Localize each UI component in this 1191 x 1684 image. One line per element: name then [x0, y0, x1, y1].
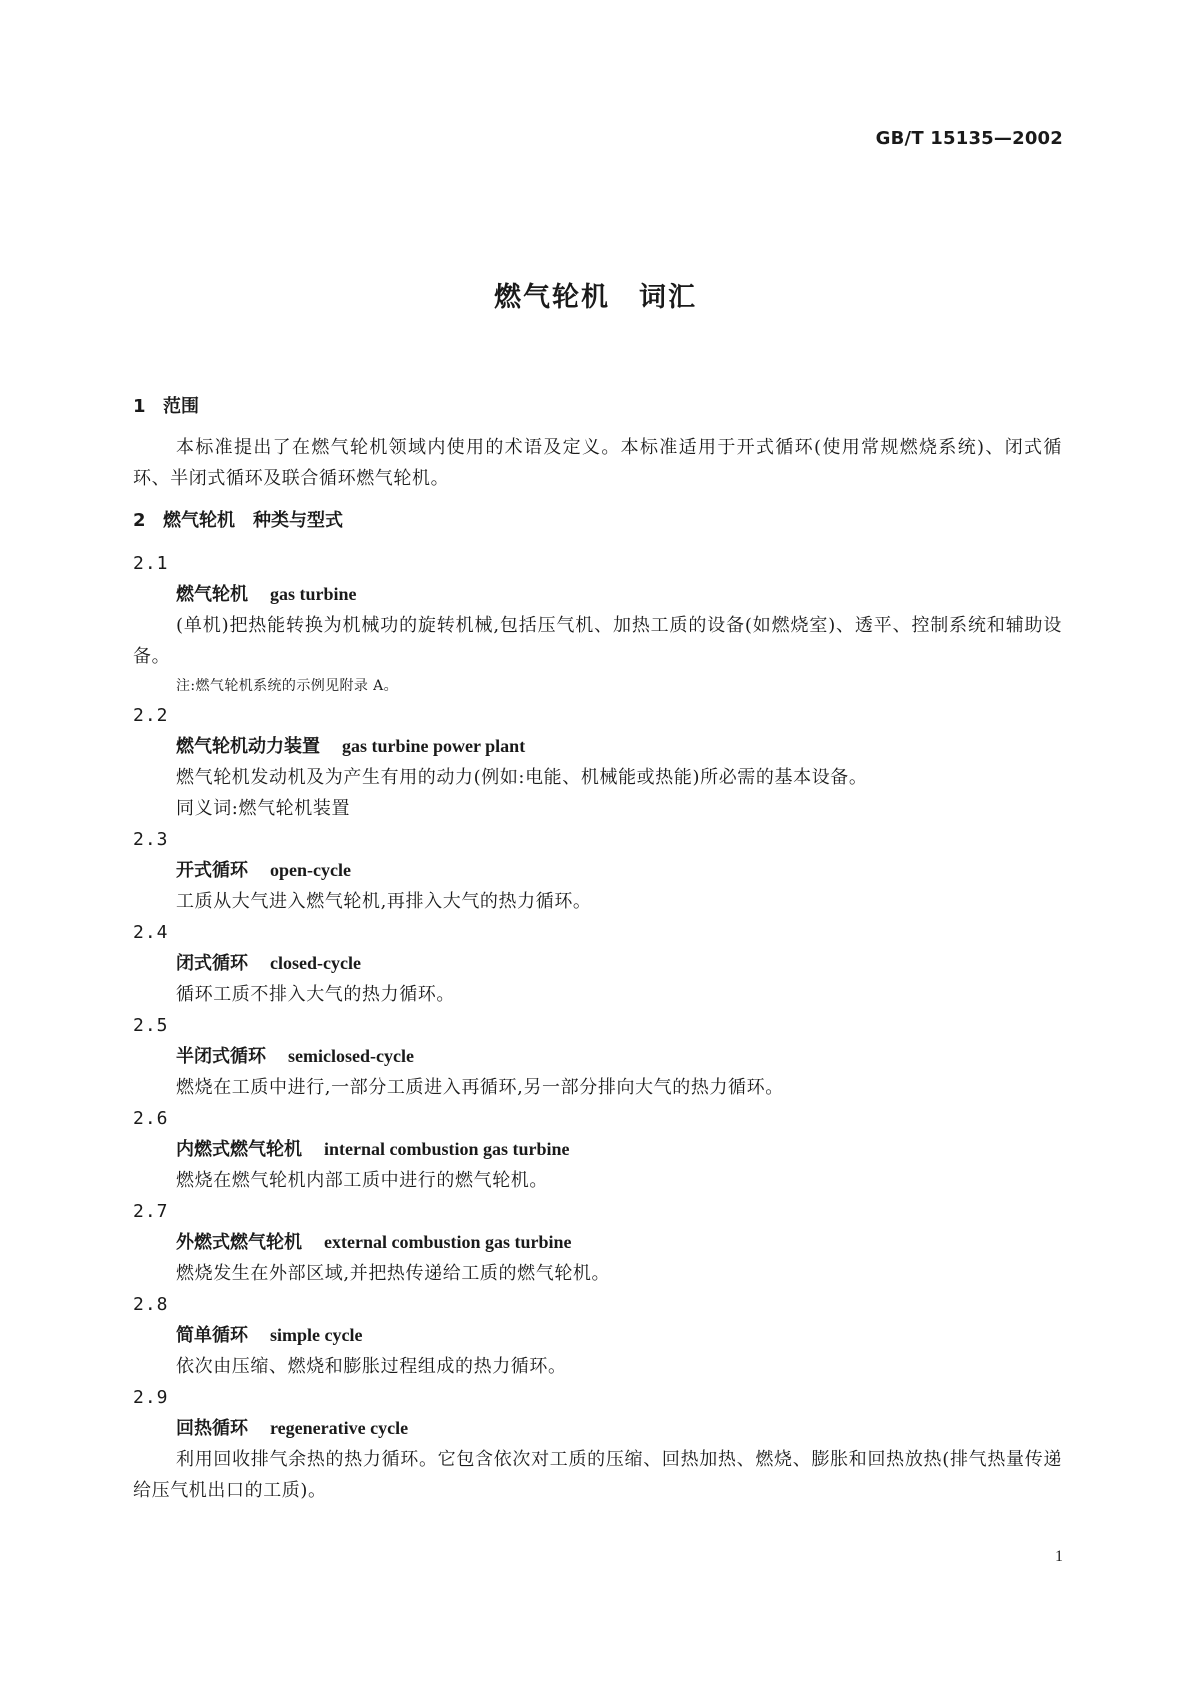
term-chinese: 内燃式燃气轮机	[176, 1139, 302, 1160]
term-number: 2.2	[133, 705, 169, 726]
term-entry	[133, 1196, 1062, 1289]
term-english: regenerative cycle	[270, 1418, 409, 1438]
term-number: 2.3	[133, 829, 169, 850]
term-heading	[176, 855, 1062, 886]
term-entry	[133, 548, 1062, 700]
term-chinese: 半闭式循环	[176, 1046, 266, 1067]
term-heading	[176, 1413, 1062, 1444]
term-number: 2.6	[133, 1108, 169, 1129]
term-number: 2.5	[133, 1015, 169, 1036]
term-definition: 利用回收排气余热的热力循环。它包含依次对工质的压缩、回热加热、燃烧、膨胀和回热放热(排气热量传递给压气机出口的工质)。	[133, 1449, 1062, 1501]
page-title: 燃气轮机 词汇	[494, 282, 697, 313]
term-entry	[133, 824, 1062, 917]
term-number: 2.7	[133, 1201, 169, 1222]
term-heading	[176, 1134, 1062, 1165]
term-heading	[176, 948, 1062, 979]
document-body	[133, 392, 1062, 1506]
section-number: 1	[133, 396, 146, 417]
term-english: semiclosed-cycle	[288, 1046, 414, 1066]
term-definition: 燃气轮机发动机及为产生有用的动力(例如:电能、机械能或热能)所必需的基本设备。	[176, 767, 868, 788]
term-chinese: 简单循环	[176, 1325, 248, 1346]
term-english: internal combustion gas turbine	[324, 1139, 570, 1159]
section-2-heading	[133, 506, 1062, 536]
term-entry	[133, 917, 1062, 1010]
term-definition: 工质从大气进入燃气轮机,再排入大气的热力循环。	[176, 891, 592, 912]
term-entry	[133, 1289, 1062, 1382]
term-definition: 燃烧发生在外部区域,并把热传递给工质的燃气轮机。	[176, 1263, 611, 1284]
standard-code: GB/T 15135—2002	[875, 128, 1063, 149]
section-number: 2	[133, 510, 146, 531]
term-chinese: 回热循环	[176, 1418, 248, 1439]
section-title: 范围	[163, 396, 199, 417]
term-entry	[133, 1103, 1062, 1196]
term-english: simple cycle	[270, 1325, 363, 1345]
term-entry	[133, 1010, 1062, 1103]
term-number: 2.9	[133, 1387, 169, 1408]
term-english: gas turbine power plant	[342, 736, 526, 756]
term-number: 2.1	[133, 553, 169, 574]
term-number: 2.8	[133, 1294, 169, 1315]
term-heading	[176, 1041, 1062, 1072]
term-english: open-cycle	[270, 860, 351, 880]
term-entry	[133, 700, 1062, 824]
term-heading	[176, 1320, 1062, 1351]
term-chinese: 燃气轮机	[176, 584, 248, 605]
term-definition: 燃烧在燃气轮机内部工质中进行的燃气轮机。	[176, 1170, 548, 1191]
term-english: external combustion gas turbine	[324, 1232, 572, 1252]
term-english: gas turbine	[270, 584, 357, 604]
term-definition: 依次由压缩、燃烧和膨胀过程组成的热力循环。	[176, 1356, 567, 1377]
term-entry	[133, 1382, 1062, 1506]
section-1-heading	[133, 392, 1062, 422]
term-definition: (单机)把热能转换为机械功的旋转机械,包括压气机、加热工质的设备(如燃烧室)、透平、控制系统和辅助设备。	[133, 615, 1062, 667]
term-definition: 燃烧在工质中进行,一部分工质进入再循环,另一部分排向大气的热力循环。	[176, 1077, 784, 1098]
scope-paragraph: 本标准提出了在燃气轮机领域内使用的术语及定义。本标准适用于开式循环(使用常规燃烧系统)、闭式循环、半闭式循环及联合循环燃气轮机。	[133, 437, 1062, 489]
term-number: 2.4	[133, 922, 169, 943]
term-definition: 循环工质不排入大气的热力循环。	[176, 984, 455, 1005]
term-note: 注:燃气轮机系统的示例见附录 A。	[176, 678, 399, 694]
section-title: 燃气轮机 种类与型式	[163, 510, 343, 531]
term-synonym: 同义词:燃气轮机装置	[176, 798, 351, 819]
term-heading	[176, 731, 1062, 762]
term-english: closed-cycle	[270, 953, 361, 973]
term-chinese: 燃气轮机动力装置	[176, 736, 320, 757]
term-chinese: 外燃式燃气轮机	[176, 1232, 302, 1253]
term-chinese: 开式循环	[176, 860, 248, 881]
page-number: 1	[1055, 1548, 1063, 1565]
term-heading	[176, 579, 1062, 610]
term-chinese: 闭式循环	[176, 953, 248, 974]
term-heading	[176, 1227, 1062, 1258]
